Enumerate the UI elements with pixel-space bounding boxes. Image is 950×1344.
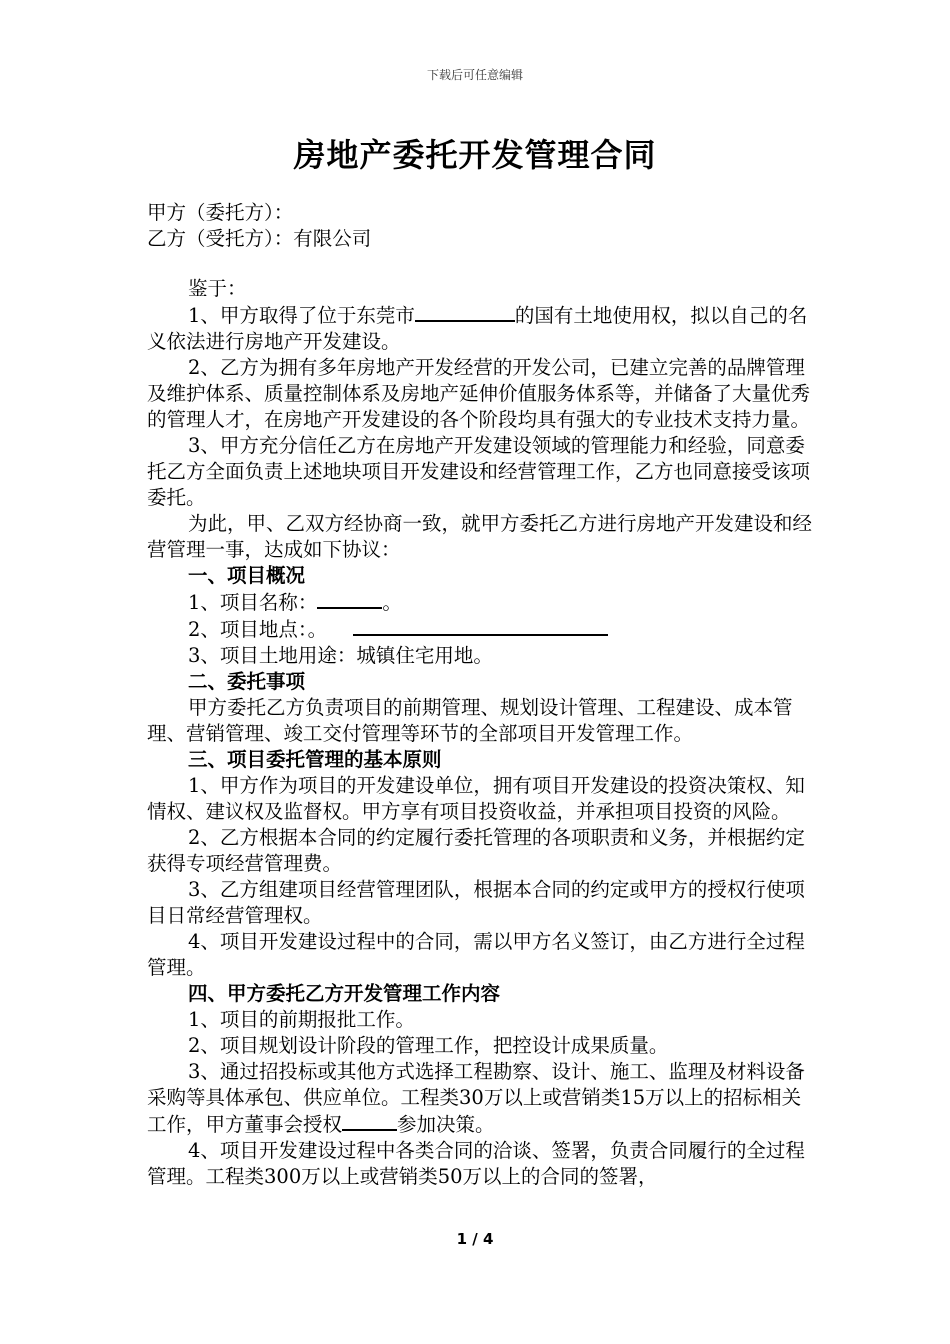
- blank-field: [353, 616, 608, 636]
- section-3-heading: 三、项目委托管理的基本原则: [188, 748, 442, 771]
- project-name-label: 1、项目名称：: [188, 591, 318, 614]
- section-3-item-1: 1、甲方作为项目的开发建设单位，拥有项目开发建设的投资决策权、知情权、建议权及监督权。甲方享有项目投资收益，并承担项目投资的风险。: [147, 774, 805, 823]
- agreement-intro: 为此，甲、乙双方经协商一致，就甲方委托乙方进行房地产开发建设和经营管理一事，达成如下协议：: [147, 512, 813, 561]
- section-4-item-3: [147, 1059, 812, 1138]
- spacer: [147, 252, 812, 276]
- document-title: 房地产委托开发管理合同: [293, 136, 657, 174]
- blank-field: [342, 1111, 397, 1131]
- party-a-line: 甲方（委托方）：: [147, 201, 294, 224]
- project-location-label: 2、项目地点：。: [188, 618, 328, 641]
- whereas-line: 鉴于：: [188, 277, 247, 300]
- section-1-item-2: [147, 616, 812, 643]
- header-note: 下载后可任意编辑: [426, 68, 523, 82]
- recital-1: [147, 302, 812, 355]
- section-1-item-3: 3、项目土地用途：城镇住宅用地。: [188, 644, 493, 667]
- section-4-item-2: 2、项目规划设计阶段的管理工作，把控设计成果质量。: [188, 1034, 669, 1057]
- document-body: [147, 200, 812, 1190]
- section-1-item-1: [147, 589, 812, 616]
- page-number: 1 / 4: [456, 1230, 494, 1248]
- section-2-heading: 二、委托事项: [188, 670, 306, 693]
- recital-2: 2、乙方为拥有多年房地产开发经营的开发公司，已建立完善的品牌管理及维护体系、质量控制体系及房地产延伸价值服务体系等，并储备了大量优秀的管理人才，在房地产开发建设的各个阶段均具有强大的专业技术支持力量。: [147, 356, 811, 431]
- recital-1-text-a: 1、甲方取得了位于东莞市: [188, 304, 415, 327]
- blank-field: [317, 589, 382, 609]
- party-b-line: 乙方（受托方）：有限公司: [147, 227, 372, 250]
- section-4-item-3-text-b: 参加决策。: [397, 1113, 495, 1136]
- section-4-heading: 四、甲方委托乙方开发管理工作内容: [188, 982, 501, 1005]
- section-4-item-4: 4、项目开发建设过程中各类合同的洽谈、签署，负责合同履行的全过程管理。工程类300万以上或营销类50万以上的合同的签署，: [147, 1139, 805, 1188]
- section-1-heading: 一、项目概况: [188, 564, 306, 587]
- section-3-item-2: 2、乙方根据本合同的约定履行委托管理的各项职责和义务，并根据约定获得专项经营管理费。: [147, 826, 805, 875]
- blank-field: [415, 302, 515, 322]
- section-4-item-3-text-a: 3、通过招投标或其他方式选择工程勘察、设计、施工、监理及材料设备采购等具体承包、供应单位。工程类30万以上或营销类15万以上的招标相关工作，甲方董事会授权: [147, 1060, 805, 1136]
- recital-1-text-b: 的国有土地使用权，拟以自己的名义依法进行房地产开发建设。: [147, 304, 808, 353]
- section-3-item-3: 3、乙方组建项目经营管理团队，根据本合同的约定或甲方的授权行使项目日常经营管理权。: [147, 878, 805, 927]
- recital-3: 3、甲方充分信任乙方在房地产开发建设领域的管理能力和经验，同意委托乙方全面负责上述地块项目开发建设和经营管理工作，乙方也同意接受该项委托。: [147, 434, 811, 509]
- project-name-end: 。: [382, 591, 402, 614]
- section-3-item-4: 4、项目开发建设过程中的合同，需以甲方名义签订，由乙方进行全过程管理。: [147, 930, 805, 979]
- section-4-item-1: 1、项目的前期报批工作。: [188, 1008, 415, 1031]
- section-2-text: 甲方委托乙方负责项目的前期管理、规划设计管理、工程建设、成本管理、营销管理、竣工交付管理等环节的全部项目开发管理工作。: [147, 696, 793, 745]
